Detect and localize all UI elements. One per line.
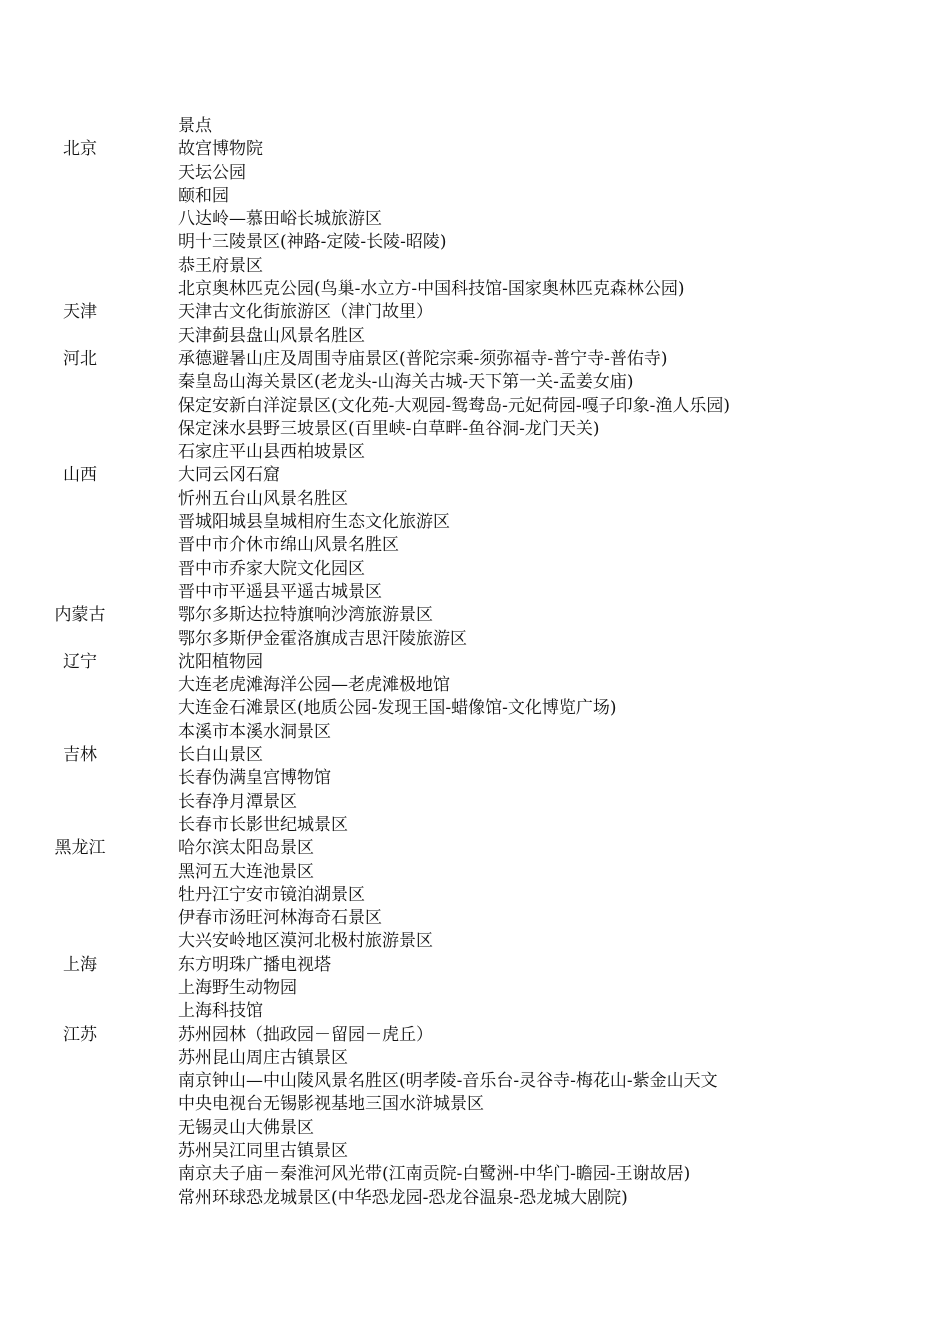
table-row <box>0 325 950 348</box>
province-cell <box>0 185 160 208</box>
spot-cell: 牡丹江宁安市镜泊湖景区 <box>178 884 365 905</box>
table-row <box>0 954 950 977</box>
table-row <box>0 744 950 767</box>
spot-cell: 东方明珠广播电视塔 <box>178 954 331 975</box>
province-cell <box>0 628 160 651</box>
table-row <box>0 162 950 185</box>
table-row <box>0 884 950 907</box>
table-row <box>0 558 950 581</box>
province-header-cell <box>0 115 160 138</box>
province-cell <box>0 1140 160 1163</box>
province-cell <box>0 1000 160 1023</box>
table-row <box>0 395 950 418</box>
province-cell <box>0 255 160 278</box>
province-cell: 辽宁 <box>63 651 97 672</box>
province-cell <box>0 488 160 511</box>
table-row <box>0 1000 950 1023</box>
province-cell: 天津 <box>63 302 97 323</box>
province-cell <box>0 1070 160 1093</box>
spot-cell: 天津蓟县盘山风景名胜区 <box>178 325 365 346</box>
table-row <box>0 185 950 208</box>
province-cell: 北京 <box>63 139 97 160</box>
province-cell <box>0 208 160 231</box>
spot-cell: 上海野生动物园 <box>178 977 297 998</box>
header-row <box>0 115 950 138</box>
table-row <box>0 814 950 837</box>
spot-cell: 苏州吴江同里古镇景区 <box>178 1141 348 1162</box>
table-row <box>0 138 950 161</box>
spot-cell: 黑河五大连池景区 <box>178 861 314 882</box>
table-row <box>0 1187 950 1210</box>
province-cell <box>0 977 160 1000</box>
table-row <box>0 1024 950 1047</box>
spot-cell: 承德避暑山庄及周围寺庙景区(普陀宗乘-须弥福寺-普宁寺-普佑寺) <box>178 348 668 369</box>
table-row <box>0 791 950 814</box>
table-row <box>0 301 950 324</box>
province-cell <box>0 278 160 301</box>
spot-cell: 秦皇岛山海关景区(老龙头-山海关古城-天下第一关-孟姜女庙) <box>178 372 634 393</box>
table-row <box>0 604 950 627</box>
spot-cell: 保定安新白洋淀景区(文化苑-大观园-鸳鸯岛-元妃荷园-嘎子印象-渔人乐园) <box>178 395 730 416</box>
table-row <box>0 255 950 278</box>
province-cell: 上海 <box>63 954 97 975</box>
province-cell <box>0 558 160 581</box>
table-row <box>0 278 950 301</box>
spot-cell: 鄂尔多斯达拉特旗响沙湾旅游景区 <box>178 605 433 626</box>
province-cell: 内蒙古 <box>54 605 106 626</box>
province-cell: 江苏 <box>63 1024 97 1045</box>
table-row <box>0 861 950 884</box>
province-cell <box>0 441 160 464</box>
spot-cell: 晋城阳城县皇城相府生态文化旅游区 <box>178 512 450 533</box>
spot-cell: 无锡灵山大佛景区 <box>178 1117 314 1138</box>
province-cell <box>0 1117 160 1140</box>
spot-cell: 故宫博物院 <box>178 139 263 160</box>
province-cell <box>0 907 160 930</box>
spot-cell: 大同云冈石窟 <box>178 465 280 486</box>
province-cell <box>0 395 160 418</box>
spot-cell: 天津古文化街旅游区（津门故里） <box>178 302 433 323</box>
province-cell <box>0 930 160 953</box>
spot-cell: 中央电视台无锡影视基地三国水浒城景区 <box>178 1094 484 1115</box>
table-row <box>0 1163 950 1186</box>
table-row <box>0 488 950 511</box>
table-row <box>0 1047 950 1070</box>
province-cell <box>0 884 160 907</box>
spot-cell: 晋中市介休市绵山风景名胜区 <box>178 535 399 556</box>
spot-cell: 大连金石滩景区(地质公园-发现王国-蜡像馆-文化博览广场) <box>178 698 617 719</box>
spot-cell: 大连老虎滩海洋公园—老虎滩极地馆 <box>178 675 450 696</box>
spot-cell: 南京夫子庙－秦淮河风光带(江南贡院-白鹭洲-中华门-瞻园-王谢故居) <box>178 1164 691 1185</box>
province-cell <box>0 511 160 534</box>
spot-cell: 保定涞水县野三坡景区(百里峡-白草畔-鱼谷洞-龙门天关) <box>178 418 600 439</box>
spot-cell: 长春伪满皇宫博物馆 <box>178 768 331 789</box>
spot-cell: 苏州昆山周庄古镇景区 <box>178 1047 348 1068</box>
province-cell: 黑龙江 <box>54 838 106 859</box>
table-row <box>0 930 950 953</box>
spot-cell: 本溪市本溪水洞景区 <box>178 721 331 742</box>
spot-cell: 明十三陵景区(神路-定陵-长陵-昭陵) <box>178 232 447 253</box>
spot-cell: 沈阳植物园 <box>178 651 263 672</box>
spot-cell: 苏州园林（拙政园－留园－虎丘） <box>178 1024 433 1045</box>
spot-cell: 长白山景区 <box>178 745 263 766</box>
province-cell <box>0 371 160 394</box>
table-row <box>0 511 950 534</box>
table-row <box>0 907 950 930</box>
province-cell <box>0 162 160 185</box>
province-cell <box>0 1047 160 1070</box>
spot-cell: 恭王府景区 <box>178 255 263 276</box>
province-cell <box>0 861 160 884</box>
province-cell <box>0 534 160 557</box>
spot-cell: 晋中市乔家大院文化园区 <box>178 558 365 579</box>
table-row <box>0 651 950 674</box>
table-row <box>0 1117 950 1140</box>
table-row <box>0 977 950 1000</box>
spot-cell: 长春净月潭景区 <box>178 791 297 812</box>
province-cell <box>0 231 160 254</box>
province-cell <box>0 1093 160 1116</box>
table-row <box>0 208 950 231</box>
province-cell <box>0 721 160 744</box>
spot-cell: 南京钟山—中山陵风景名胜区(明孝陵-音乐台-灵谷寺-梅花山-紫金山天文 <box>178 1071 718 1092</box>
table-row <box>0 441 950 464</box>
province-cell <box>0 325 160 348</box>
province-cell: 山西 <box>63 465 97 486</box>
province-cell: 河北 <box>63 348 97 369</box>
spot-cell: 哈尔滨太阳岛景区 <box>178 838 314 859</box>
table-row <box>0 1093 950 1116</box>
table-row <box>0 534 950 557</box>
province-cell: 吉林 <box>63 745 97 766</box>
table-row <box>0 418 950 441</box>
spreadsheet-sheet <box>0 115 950 1210</box>
table-row <box>0 581 950 604</box>
spot-cell: 忻州五台山风景名胜区 <box>178 488 348 509</box>
spot-cell: 伊春市汤旺河林海奇石景区 <box>178 908 382 929</box>
spot-cell: 常州环球恐龙城景区(中华恐龙园-恐龙谷温泉-恐龙城大剧院) <box>178 1187 628 1208</box>
table-row <box>0 674 950 697</box>
table-row <box>0 464 950 487</box>
spot-cell: 颐和园 <box>178 185 229 206</box>
province-cell <box>0 1187 160 1210</box>
spot-cell: 晋中市平遥县平遥古城景区 <box>178 581 382 602</box>
province-cell <box>0 418 160 441</box>
province-cell <box>0 674 160 697</box>
spot-cell: 上海科技馆 <box>178 1001 263 1022</box>
province-cell <box>0 697 160 720</box>
spot-cell: 鄂尔多斯伊金霍洛旗成吉思汗陵旅游区 <box>178 628 467 649</box>
province-cell <box>0 814 160 837</box>
province-cell <box>0 767 160 790</box>
spot-cell: 北京奥林匹克公园(鸟巢-水立方-中国科技馆-国家奥林匹克森林公园) <box>178 279 685 300</box>
table-row <box>0 371 950 394</box>
table-row <box>0 721 950 744</box>
province-cell <box>0 1163 160 1186</box>
table-row <box>0 231 950 254</box>
province-cell <box>0 791 160 814</box>
table-row <box>0 628 950 651</box>
table-row <box>0 1070 950 1093</box>
table-body <box>0 138 950 1210</box>
table-row <box>0 348 950 371</box>
spot-header-cell: 景点 <box>178 116 212 136</box>
table-row <box>0 837 950 860</box>
table-row <box>0 1140 950 1163</box>
table-row <box>0 697 950 720</box>
spot-cell: 石家庄平山县西柏坡景区 <box>178 442 365 463</box>
spot-cell: 长春市长影世纪城景区 <box>178 814 348 835</box>
spot-cell: 八达岭—慕田峪长城旅游区 <box>178 209 382 230</box>
spot-cell: 大兴安岭地区漠河北极村旅游景区 <box>178 931 433 952</box>
spot-cell: 天坛公园 <box>178 162 246 183</box>
province-cell <box>0 581 160 604</box>
table-row <box>0 767 950 790</box>
